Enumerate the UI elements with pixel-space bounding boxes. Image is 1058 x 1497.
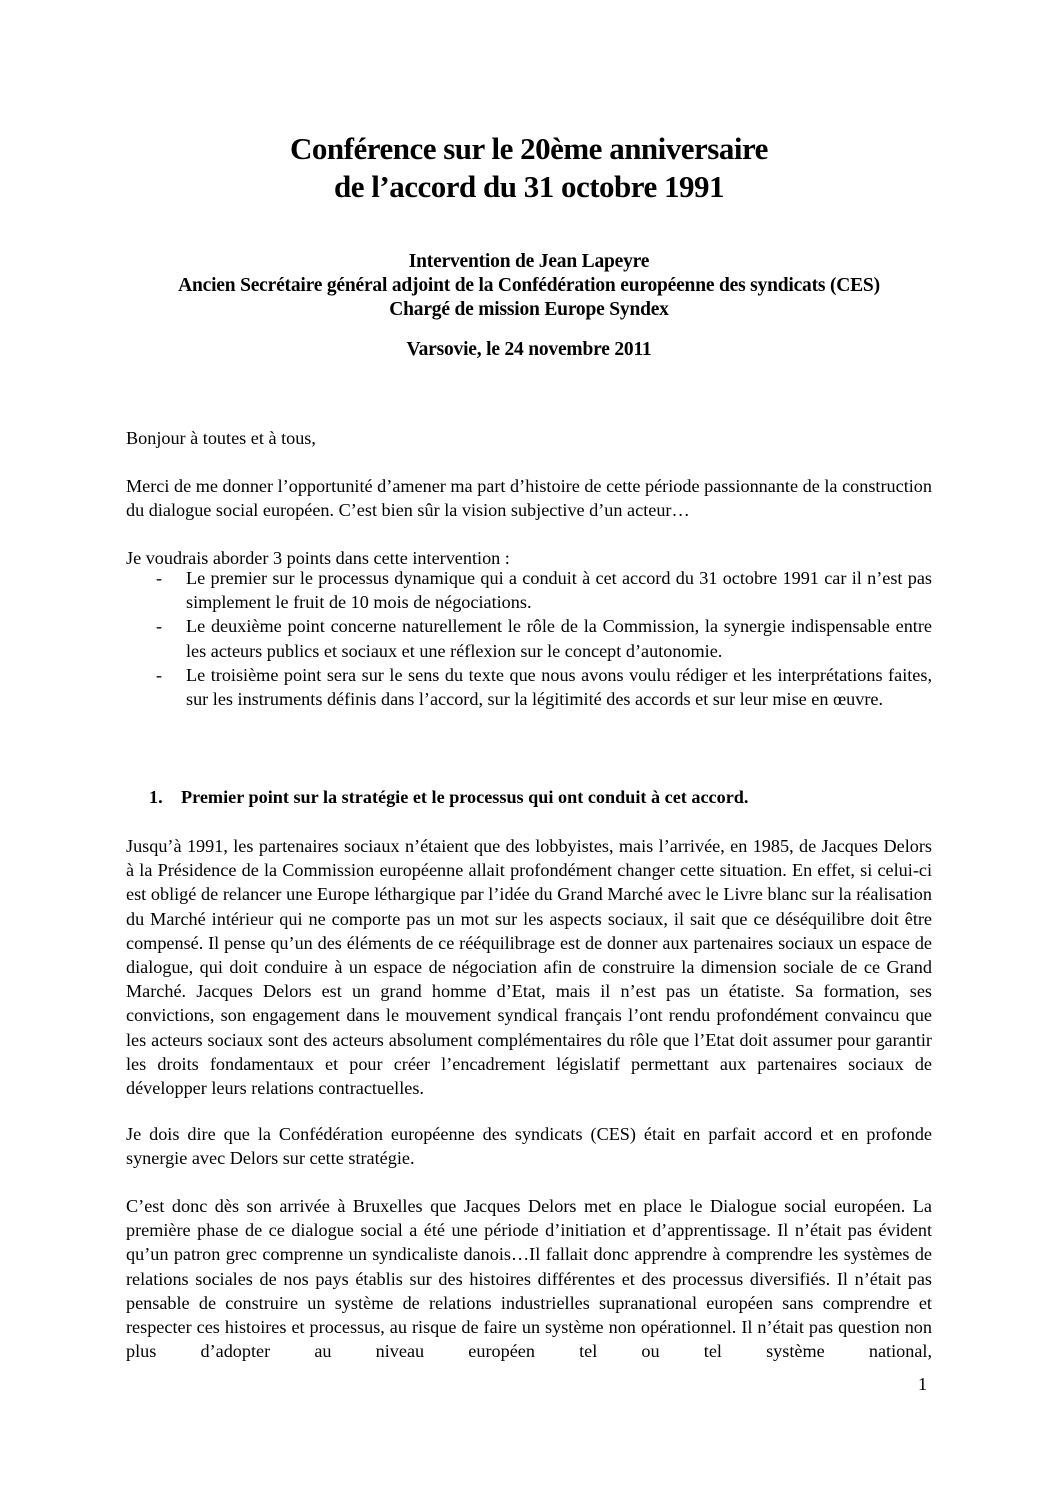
section-paragraph: Jusqu’à 1991, les partenaires sociaux n’étaient que des lobbyistes, mais l’arrivée, en 1985, de Jacques Delors à la Présidence de la Commission européenne allait profondément changer cette situation. En effet, si celui-ci est obligé de relancer une Europe léthargique par l’idée du Grand Marché avec le Livre blanc sur la réalisation du Marché intérieur qui ne comporte pas un mot sur les aspects sociaux, il sait que ce déséquilibre doit être compensé. Il pense qu’un des éléments de ce rééquilibrage est de donner aux partenaires sociaux un espace de dialogue, qui doit conduire à un espace de négociation afin de construire la dimension sociale de ce Grand Marché. Jacques Delors est un grand homme d’Etat, mais il n’est pas un étatiste. Sa formation, ses convictions, son engagement dans le mouvement syndical français l’ont rendu profondément convaincu que les acteurs sociaux sont des acteurs absolument complémentaires du rôle que l’Etat doit assumer pour garantir les droits fondamentaux et pour créer l’encadrement législatif permettant aux partenaires sociaux de développer leurs relations contractuelles. bbox=[126, 836, 932, 1099]
bullet-dash: - bbox=[156, 568, 163, 588]
point-text: Le premier sur le processus dynamique qui a conduit à cet accord du 31 octobre 1991 car il n’est pas simplement le fruit de 10 mois de négociations. bbox=[186, 568, 932, 613]
point-text: Le troisième point sera sur le sens du texte que nous avons voulu rédiger et les interprétations faites, sur les instruments définis dans l’accord, sur la légitimité des accords et sur leur mise en œuvre. bbox=[186, 664, 932, 710]
section-number: 1. bbox=[149, 787, 163, 807]
page-number: 1 bbox=[918, 1374, 928, 1394]
section-heading bbox=[149, 785, 748, 809]
points-intro: Je voudrais aborder 3 points dans cette intervention : bbox=[126, 548, 510, 568]
speaker-former-role: Ancien Secrétaire général adjoint de la Confédération européenne des syndicats (CES) bbox=[178, 275, 880, 296]
document-title-line-1: Conférence sur le 20ème anniversaire bbox=[290, 131, 768, 166]
greeting: Bonjour à toutes et à tous, bbox=[126, 428, 316, 448]
section-paragraph: Je dois dire que la Confédération européenne des syndicats (CES) était en parfait accord et en profonde synergie avec Delors sur cette stratégie. bbox=[126, 1124, 932, 1169]
speaker-current-role: Chargé de mission Europe Syndex bbox=[389, 299, 669, 320]
list-item bbox=[126, 566, 932, 614]
place-date: Varsovie, le 24 novembre 2011 bbox=[406, 339, 652, 360]
bullet-dash: - bbox=[156, 616, 163, 637]
bullet-dash: - bbox=[156, 664, 163, 685]
points-list bbox=[126, 566, 932, 711]
intro-paragraph: Merci de me donner l’opportunité d’amener ma part d’histoire de cette période passionnante de la construction du dialogue social européen. C’est bien sûr la vision subjective d’un acteur… bbox=[126, 476, 932, 521]
point-text: Le deuxième point concerne naturellement le rôle de la Commission, la synergie indispensable entre les acteurs publics et sociaux et une réflexion sur le concept d’autonomie. bbox=[186, 616, 932, 661]
list-item bbox=[126, 614, 932, 662]
document-title-line-2: de l’accord du 31 octobre 1991 bbox=[334, 169, 724, 204]
section-title: Premier point sur la stratégie et le processus qui ont conduit à cet accord. bbox=[181, 787, 749, 807]
list-item bbox=[126, 663, 932, 711]
speaker-name: Intervention de Jean Lapeyre bbox=[408, 251, 650, 272]
section-paragraph: C’est donc dès son arrivée à Bruxelles que Jacques Delors met en place le Dialogue social européen. La première phase de ce dialogue social a été une période d’initiation et d’apprentissage. Il n’était pas évident qu’un patron grec comprenne un syndicaliste danois…Il fallait donc apprendre à comprendre les systèmes de relations sociales de nos pays établis sur des histoires différentes et des processus diversifiés. Il n’était pas pensable de construire un système de relations industrielles supranational européen sans comprendre et respecter ces histoires et processus, au risque de faire un système non opérationnel. Il n’était pas question non plus d’adopter au niveau européen tel ou tel système national, bbox=[126, 1196, 932, 1362]
